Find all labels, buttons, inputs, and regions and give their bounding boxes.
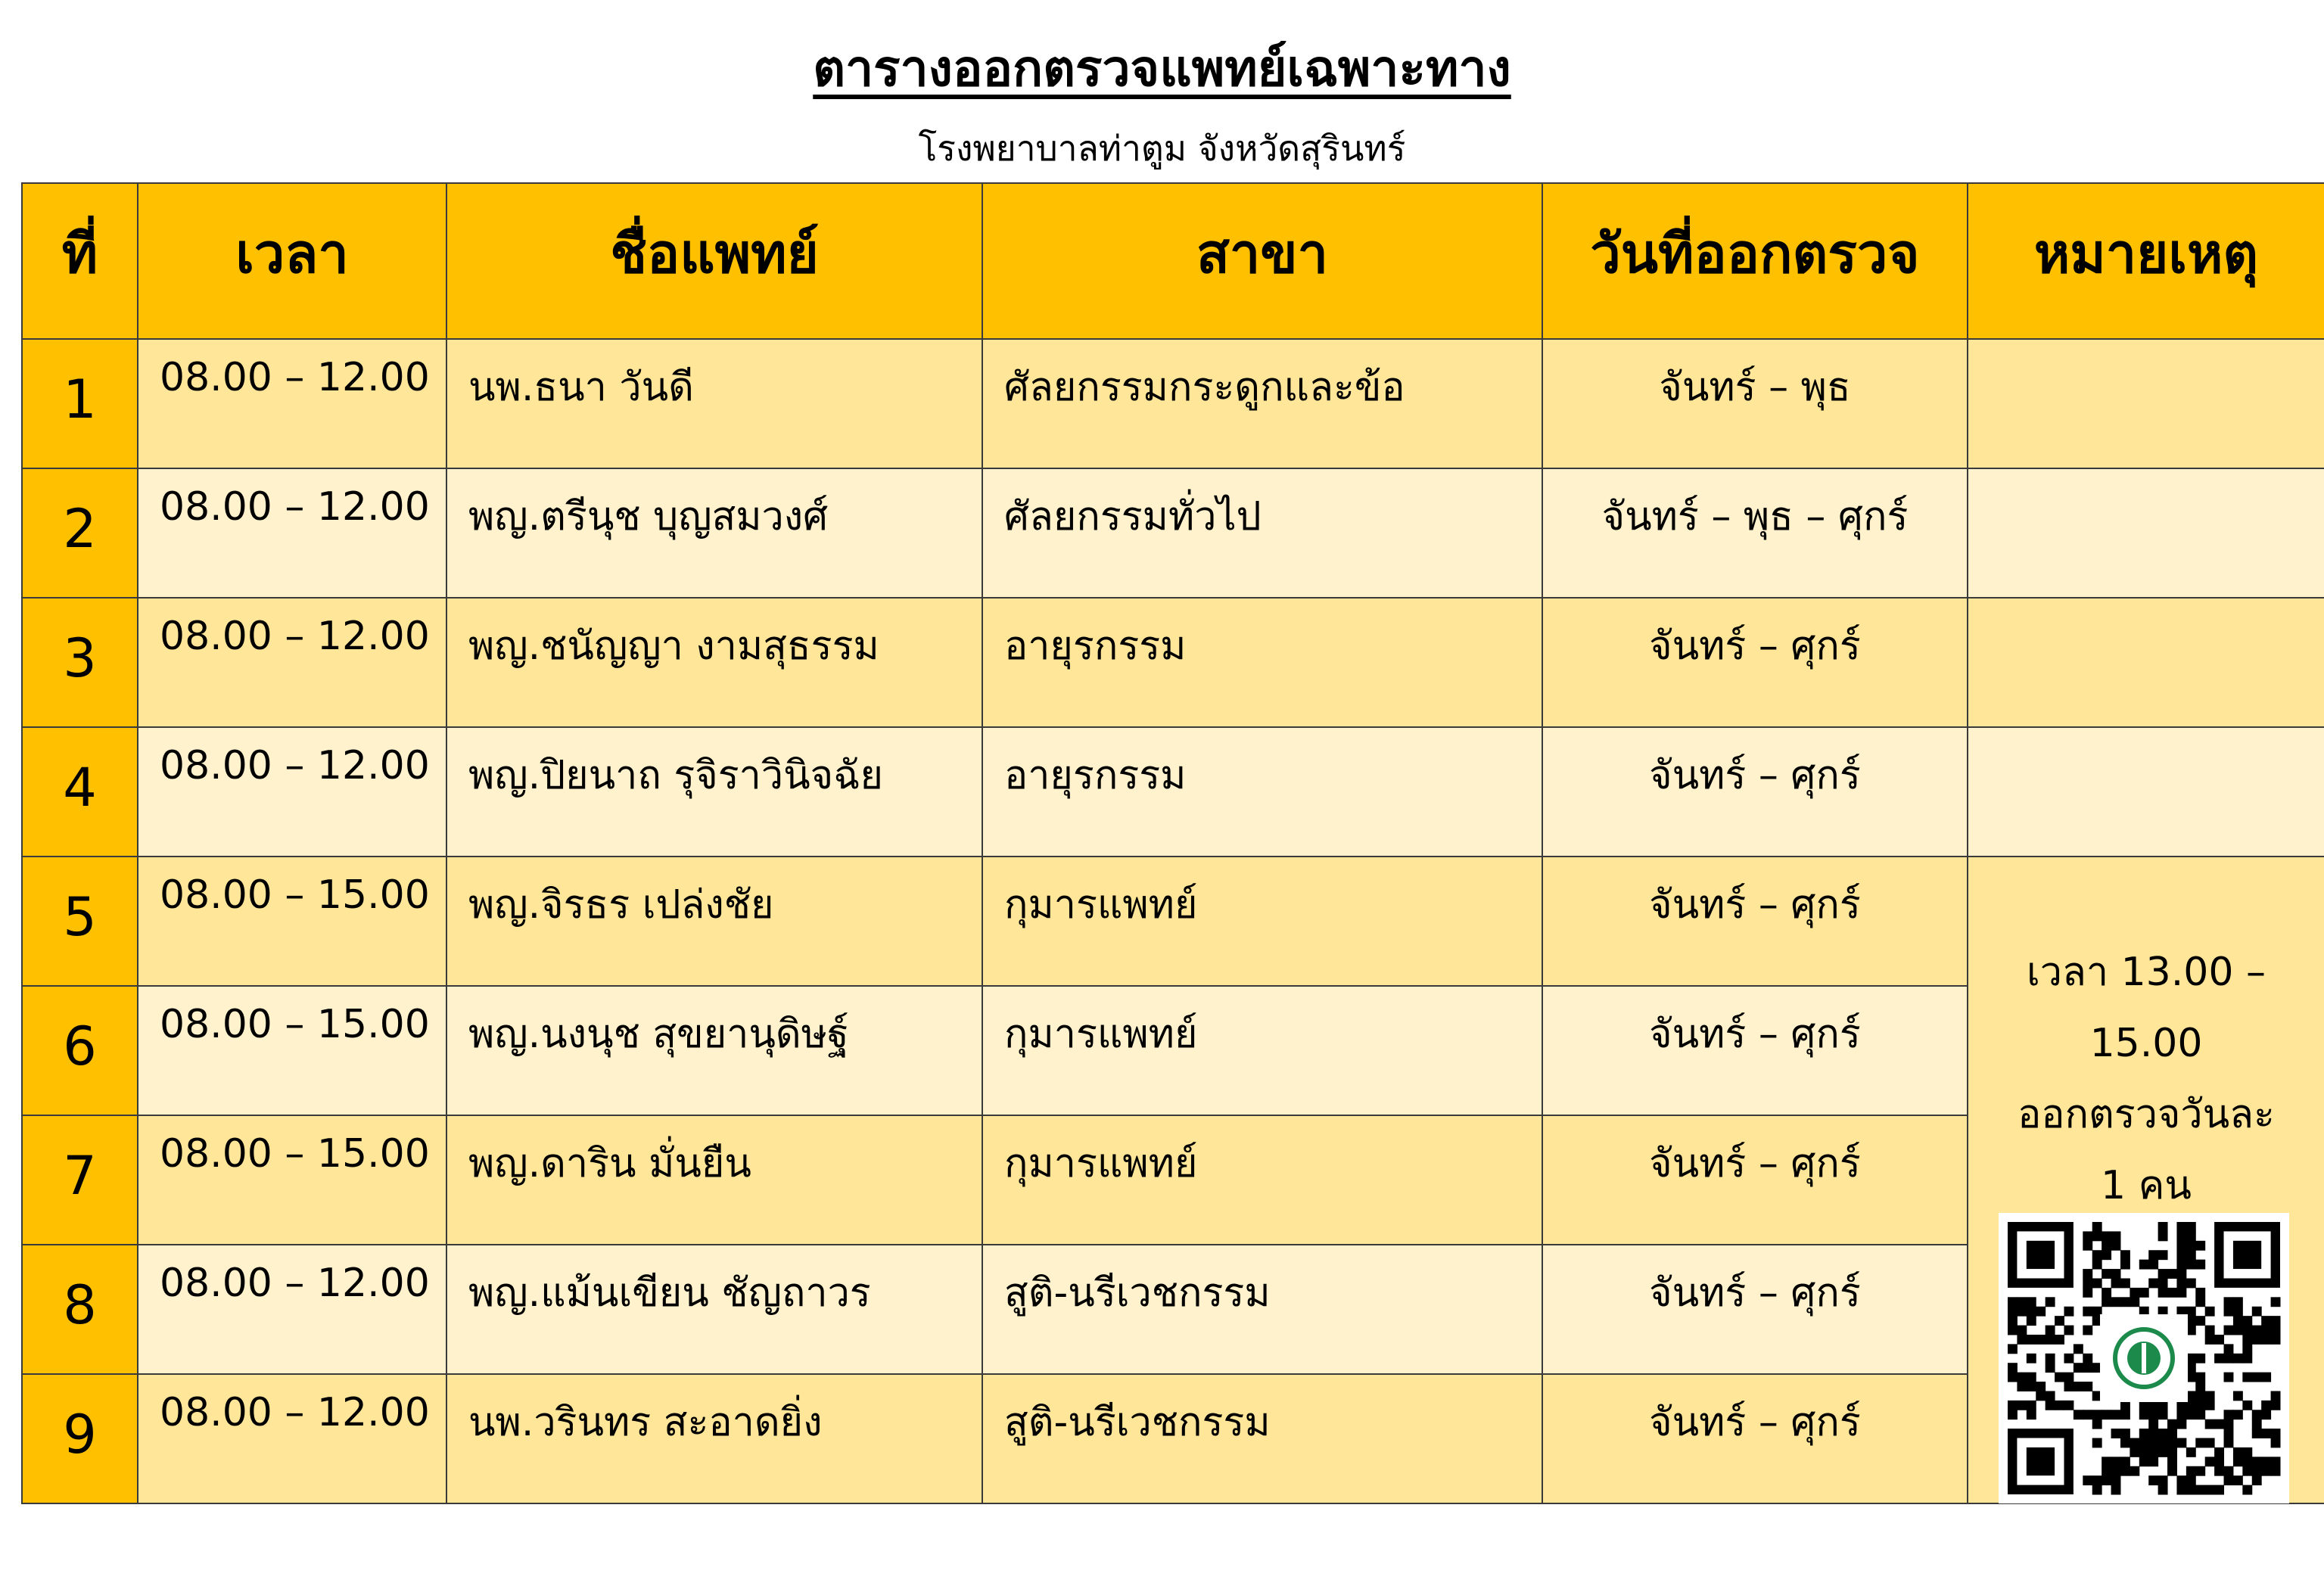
- row-number: 7: [22, 1115, 138, 1245]
- days-cell: จันทร์ – ศุกร์: [1542, 598, 1968, 727]
- time-cell: 08.00 – 12.00: [138, 1245, 446, 1374]
- time-cell: 08.00 – 15.00: [138, 986, 446, 1115]
- row-number: 2: [22, 468, 138, 598]
- schedule-table: [21, 182, 2324, 1504]
- specialty-cell: อายุรกรรม: [982, 598, 1542, 727]
- remark-line: 15.00: [2089, 1021, 2203, 1066]
- table-row: [22, 468, 2324, 598]
- specialty-cell: กุมารแพทย์: [982, 1115, 1542, 1245]
- days-cell: จันทร์ – ศุกร์: [1542, 1115, 1968, 1245]
- page-title: ตารางออกตรวจแพทย์เฉพาะทาง: [813, 39, 1511, 98]
- row-number: 4: [22, 727, 138, 857]
- table-row: [22, 857, 2324, 986]
- specialty-cell: ศัลยกรรมกระดูกและข้อ: [982, 339, 1542, 468]
- specialty-cell: อายุรกรรม: [982, 727, 1542, 857]
- specialty-cell: กุมารแพทย์: [982, 857, 1542, 986]
- table-row: [22, 339, 2324, 468]
- time-cell: 08.00 – 15.00: [138, 857, 446, 986]
- time-cell: 08.00 – 12.00: [138, 598, 446, 727]
- doctor-cell: นพ.วรินทร สะอาดยิ่ง: [446, 1374, 982, 1503]
- time-cell: 08.00 – 12.00: [138, 727, 446, 857]
- remark-cell: [1968, 598, 2324, 727]
- doctor-cell: พญ.ดาริน มั่นยืน: [446, 1115, 982, 1245]
- row-number: 5: [22, 857, 138, 986]
- col-header-no: ที่: [22, 183, 138, 339]
- days-cell: จันทร์ – พุธ – ศุกร์: [1542, 468, 1968, 598]
- days-cell: จันทร์ – ศุกร์: [1542, 986, 1968, 1115]
- hospital-name: โรงพยาบาลท่าตูม จังหวัดสุรินทร์: [918, 128, 1406, 169]
- doctor-cell: พญ.จิรธร เปล่งชัย: [446, 857, 982, 986]
- remark-note: [1968, 937, 2324, 1221]
- days-cell: จันทร์ – ศุกร์: [1542, 727, 1968, 857]
- specialty-cell: กุมารแพทย์: [982, 986, 1542, 1115]
- remark-merged-cell: [1968, 857, 2324, 1503]
- table-row: [22, 727, 2324, 857]
- header-row: [22, 183, 2324, 339]
- remark-cell: [1968, 339, 2324, 468]
- row-number: 9: [22, 1374, 138, 1503]
- days-cell: จันทร์ – ศุกร์: [1542, 1245, 1968, 1374]
- remark-line: เวลา 13.00 –: [2027, 950, 2266, 995]
- row-number: 1: [22, 339, 138, 468]
- specialty-cell: สูติ-นรีเวชกรรม: [982, 1374, 1542, 1503]
- time-cell: 08.00 – 15.00: [138, 1115, 446, 1245]
- row-number: 6: [22, 986, 138, 1115]
- col-header-specialty: สาขา: [982, 183, 1542, 339]
- row-number: 8: [22, 1245, 138, 1374]
- col-header-time: เวลา: [138, 183, 446, 339]
- doctor-cell: นพ.ธนา วันดี: [446, 339, 982, 468]
- doctor-cell: พญ.ชนัญญา งามสุธรรม: [446, 598, 982, 727]
- col-header-remark: หมายเหตุ: [1968, 183, 2324, 339]
- days-cell: จันทร์ – พุธ: [1542, 339, 1968, 468]
- doctor-cell: พญ.แม้นเขียน ชัญถาวร: [446, 1245, 982, 1374]
- specialty-cell: สูติ-นรีเวชกรรม: [982, 1245, 1542, 1374]
- time-cell: 08.00 – 12.00: [138, 339, 446, 468]
- remark-cell: [1968, 727, 2324, 857]
- time-cell: 08.00 – 12.00: [138, 1374, 446, 1503]
- specialty-cell: ศัลยกรรมทั่วไป: [982, 468, 1542, 598]
- doctor-cell: พญ.ปิยนาถ รุจิราวินิจฉัย: [446, 727, 982, 857]
- col-header-doctor: ชื่อแพทย์: [446, 183, 982, 339]
- remark-cell: [1968, 468, 2324, 598]
- doctor-cell: พญ.นงนุช สุขยานุดิษฐ์: [446, 986, 982, 1115]
- table-row: [22, 598, 2324, 727]
- qr-code-icon[interactable]: [1999, 1213, 2289, 1503]
- doctor-cell: พญ.ตรีนุช บุญสมวงศ์: [446, 468, 982, 598]
- days-cell: จันทร์ – ศุกร์: [1542, 857, 1968, 986]
- days-cell: จันทร์ – ศุกร์: [1542, 1374, 1968, 1503]
- time-cell: 08.00 – 12.00: [138, 468, 446, 598]
- remark-line: 1 คน: [2101, 1163, 2192, 1208]
- row-number: 3: [22, 598, 138, 727]
- col-header-days: วันที่ออกตรวจ: [1542, 183, 1968, 339]
- remark-line: ออกตรวจวันละ: [2018, 1092, 2275, 1137]
